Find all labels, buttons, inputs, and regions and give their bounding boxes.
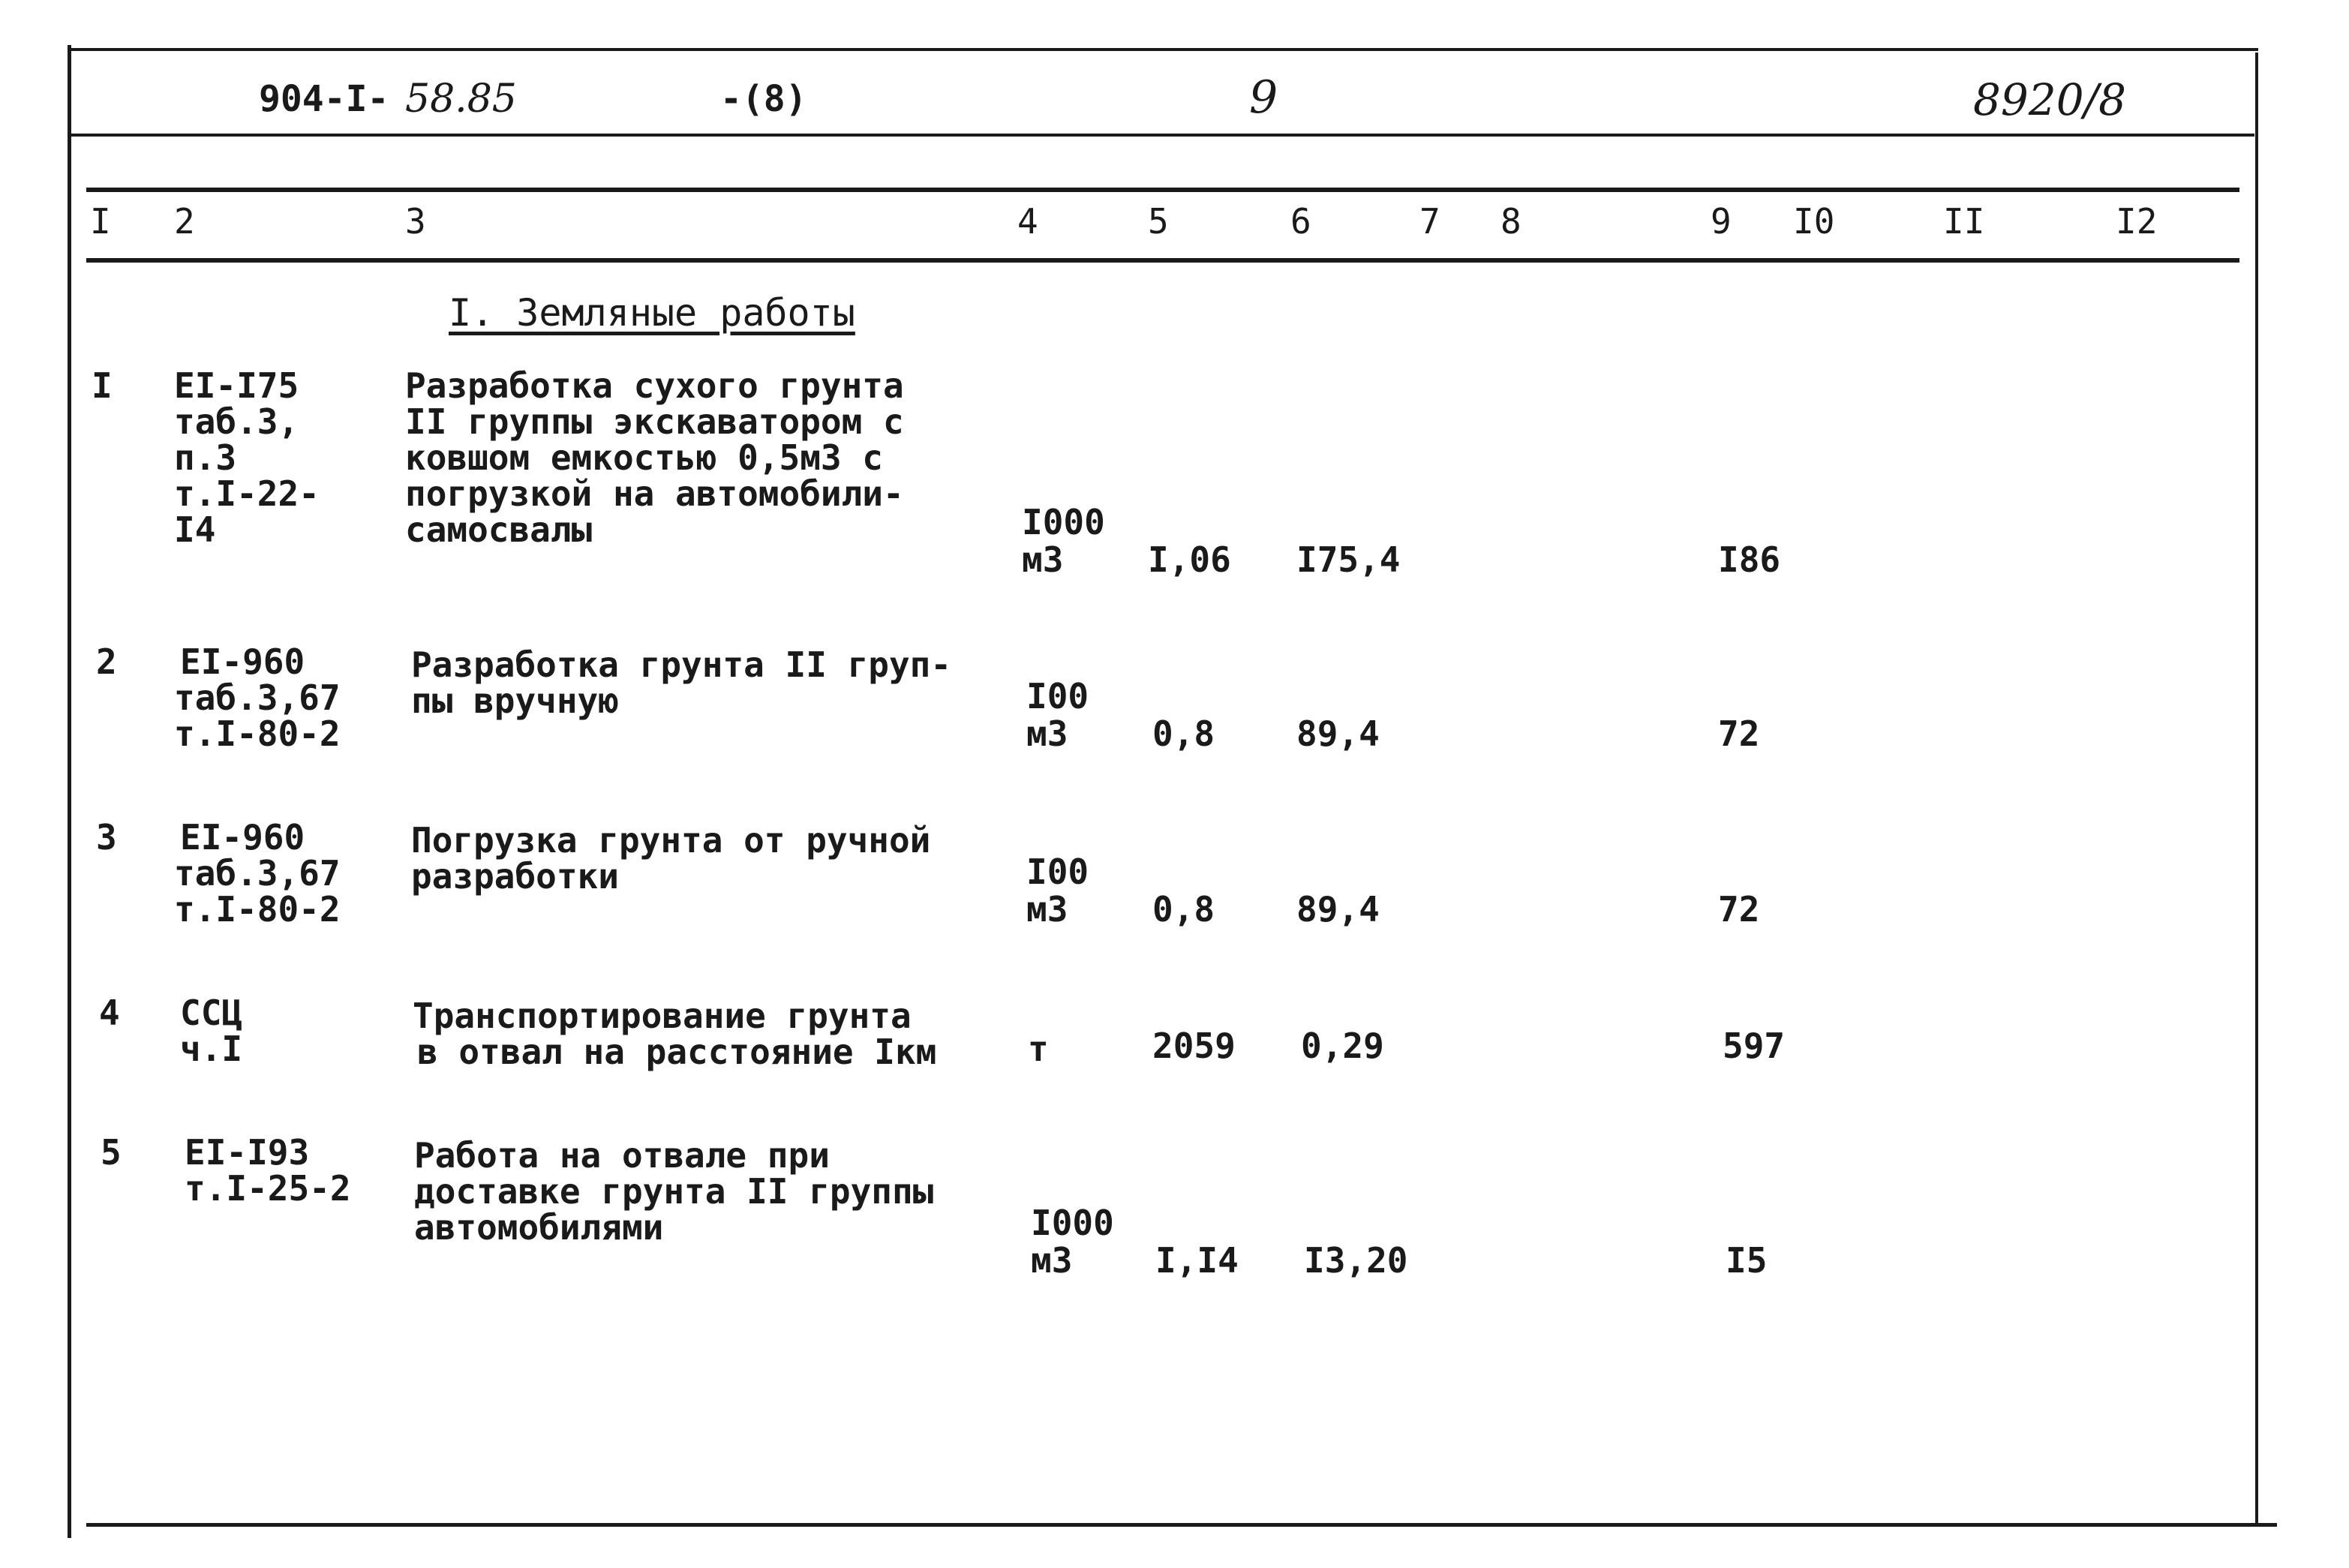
row-description-line: Разработка сухого грунта bbox=[405, 365, 904, 406]
page-number: 9 bbox=[1249, 71, 1278, 124]
row-code-line: EI-960 bbox=[180, 817, 305, 858]
row-number: I bbox=[92, 365, 113, 406]
row-description-line: самосвалы bbox=[405, 509, 593, 550]
row-unit-price: I75,4 bbox=[1296, 539, 1401, 580]
row-code-line: т.I-22- bbox=[174, 473, 320, 514]
row-description-line: II группы экскаватором с bbox=[405, 401, 904, 442]
column-header-1: I bbox=[90, 201, 111, 242]
row-unit-line: I00 bbox=[1026, 676, 1089, 716]
row-code-line: EI-I75 bbox=[174, 365, 299, 406]
frame-top bbox=[68, 48, 2258, 51]
column-header-3: 3 bbox=[405, 201, 426, 242]
row-unit-price: 0,29 bbox=[1301, 1026, 1384, 1066]
column-header-bottom-rule bbox=[86, 258, 2239, 263]
row-total: I86 bbox=[1718, 539, 1781, 580]
row-quantity: 2059 bbox=[1152, 1026, 1236, 1066]
frame-bottom bbox=[86, 1523, 2277, 1527]
row-code-line: п.3 bbox=[174, 437, 237, 478]
column-header-10: I0 bbox=[1793, 201, 1835, 242]
column-header-9: 9 bbox=[1711, 201, 1732, 242]
row-code-line: т.I-25-2 bbox=[185, 1168, 351, 1209]
row-description-line: Работа на отвале при bbox=[414, 1135, 830, 1176]
row-unit-line: м3 bbox=[1022, 539, 1064, 580]
frame-right bbox=[2255, 53, 2258, 1523]
column-header-4: 4 bbox=[1017, 201, 1038, 242]
row-description-line: пы вручную bbox=[411, 680, 619, 721]
sheet-part: -(8) bbox=[720, 78, 807, 120]
column-header-7: 7 bbox=[1419, 201, 1440, 242]
row-unit-price: 89,4 bbox=[1296, 889, 1380, 930]
column-header-5: 5 bbox=[1148, 201, 1169, 242]
row-description-line: Транспортирование грунта bbox=[413, 996, 912, 1036]
row-total: 72 bbox=[1718, 889, 1760, 930]
row-code-line: ч.I bbox=[180, 1029, 243, 1069]
doc-code-prefix: 904-I- bbox=[259, 78, 389, 120]
row-unit-line: I000 bbox=[1022, 502, 1105, 542]
row-code-line: EI-I93 bbox=[185, 1132, 310, 1173]
row-quantity: I,I4 bbox=[1155, 1240, 1239, 1281]
column-header-11: II bbox=[1943, 201, 1985, 242]
row-code-line: EI-960 bbox=[180, 641, 305, 682]
row-quantity: 0,8 bbox=[1152, 889, 1215, 930]
row-number: 4 bbox=[99, 993, 120, 1033]
row-description-line: Погрузка грунта от ручной bbox=[411, 820, 931, 861]
row-code-line: таб.3, bbox=[174, 401, 299, 442]
inventory-number: 8920/8 bbox=[1973, 74, 2127, 125]
row-total: 72 bbox=[1718, 713, 1760, 754]
frame-left bbox=[68, 45, 71, 1538]
row-number: 2 bbox=[96, 641, 117, 682]
row-code-line: таб.3,67 bbox=[174, 853, 341, 894]
header-divider bbox=[71, 134, 2254, 137]
row-description-line: автомобилями bbox=[414, 1207, 664, 1248]
row-code-line: I4 bbox=[174, 509, 216, 550]
row-unit-line: м3 bbox=[1031, 1240, 1073, 1281]
column-header-8: 8 bbox=[1500, 201, 1521, 242]
row-number: 5 bbox=[101, 1132, 122, 1173]
row-unit-line: м3 bbox=[1026, 713, 1068, 754]
row-code-line: т.I-80-2 bbox=[174, 713, 341, 754]
row-code-line: ССЦ bbox=[180, 993, 243, 1033]
column-header-12: I2 bbox=[2116, 201, 2158, 242]
row-total: 597 bbox=[1723, 1026, 1786, 1066]
row-number: 3 bbox=[96, 817, 117, 858]
row-total: I5 bbox=[1726, 1240, 1768, 1281]
row-unit-line: м3 bbox=[1026, 889, 1068, 930]
row-unit-price: I3,20 bbox=[1304, 1240, 1408, 1281]
section-title: I. Земляные работы bbox=[449, 291, 855, 335]
row-quantity: 0,8 bbox=[1152, 713, 1215, 754]
row-description-line: разработки bbox=[411, 856, 619, 897]
column-header-top-rule bbox=[86, 188, 2239, 192]
column-header-2: 2 bbox=[174, 201, 195, 242]
row-code-line: т.I-80-2 bbox=[174, 889, 341, 930]
row-unit-price: 89,4 bbox=[1296, 713, 1380, 754]
row-unit-line: I00 bbox=[1026, 852, 1089, 892]
row-description-line: в отвал на расстояние Iкм bbox=[417, 1032, 937, 1072]
row-code-line: таб.3,67 bbox=[174, 677, 341, 718]
row-description-line: ковшом емкостью 0,5м3 с bbox=[405, 437, 883, 478]
doc-code-suffix: 58.85 bbox=[405, 77, 517, 122]
row-unit-line: т bbox=[1028, 1029, 1049, 1069]
row-unit-line: I000 bbox=[1031, 1203, 1114, 1243]
row-quantity: I,06 bbox=[1148, 539, 1231, 580]
row-description-line: Разработка грунта II груп- bbox=[411, 644, 952, 685]
row-description-line: доставке грунта II группы bbox=[414, 1171, 934, 1212]
row-description-line: погрузкой на автомобили- bbox=[405, 473, 904, 514]
column-header-6: 6 bbox=[1290, 201, 1311, 242]
